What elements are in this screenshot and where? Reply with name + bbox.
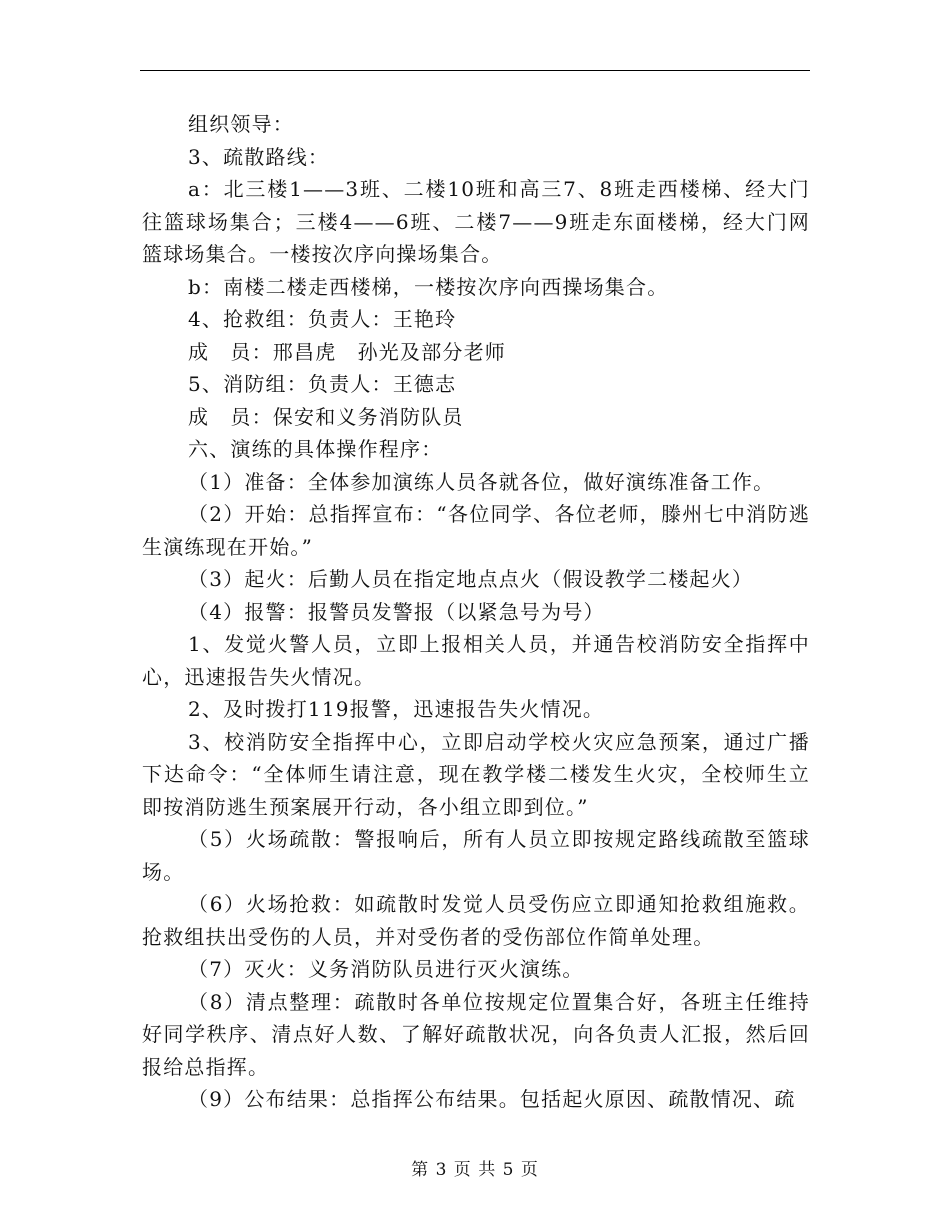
paragraph-fire-members: 成 员：保安和义务消防队员	[188, 404, 464, 429]
paragraph-step-6: （6）火场抢救：如疏散时发觉人员受伤应立即通知抢救组施救。抢救组扶出受伤的人员，并对受伤者的受伤部位作简单处理。	[142, 892, 810, 949]
document-body	[142, 108, 810, 1116]
paragraph-step-5: （5）火场疏散：警报响后，所有人员立即按规定路线疏散至篮球场。	[142, 827, 810, 884]
paragraph-alarm-item-2: 2、及时拨打119报警，迅速报告失火情况。	[188, 697, 605, 721]
section-heading-procedure: 六、演练的具体操作程序：	[188, 437, 443, 461]
paragraph-step-4: （4）报警：报警员发警报（以紧急号为号）	[188, 599, 605, 624]
paragraph-step-9: （9）公布结果：总指挥公布结果。包括起火原因、疏散情况、疏	[188, 1087, 796, 1111]
paragraph-evacuation-route-heading: 3、疏散路线：	[188, 144, 330, 169]
page-number-footer: 第 3 页 共 5 页	[411, 1160, 539, 1180]
paragraph-step-3: （3）起火：后勤人员在指定地点点火（假设教学二楼起火）	[188, 567, 754, 591]
paragraph-alarm-item-1: 1、发觉火警人员，立即上报相关人员，并通告校消防安全指挥中心，迅速报告失火情况。	[142, 632, 810, 689]
paragraph-org-leadership: 组织领导：	[188, 112, 294, 136]
paragraph-step-1: （1）准备：全体参加演练人员各就各位，做好演练准备工作。	[188, 469, 775, 494]
paragraph-rescue-members: 成 员：邢昌虎 孙光及部分老师	[188, 339, 506, 364]
paragraph-alarm-item-3: 3、校消防安全指挥中心，立即启动学校火灾应急预案，通过广播下达命令：“全体师生请注意，现在教学楼二楼发生火灾，全校师生立即按消防逃生预案展开行动，各小组立即到位。”	[142, 729, 810, 819]
paragraph-fire-team: 5、消防组：负责人：王德志	[188, 372, 457, 396]
paragraph-step-8: （8）清点整理：疏散时各单位按规定位置集合好，各班主任维持好同学秩序、清点好人数、了解好疏散状况，向各负责人汇报，然后回报给总指挥。	[142, 989, 810, 1079]
header-rule	[140, 70, 810, 71]
paragraph-route-a: a：北三楼1——3班、二楼10班和高三7、8班走西楼梯、经大门往篮球场集合；三楼4——6班、二楼7——9班走东面楼梯，经大门网篮球场集合。一楼按次序向操场集合。	[142, 177, 810, 266]
paragraph-rescue-team: 4、抢救组：负责人：王艳玲	[188, 307, 457, 331]
paragraph-step-7: （7）灭火：义务消防队员进行灭火演练。	[188, 957, 584, 981]
paragraph-step-2: （2）开始：总指挥宣布：“各位同学、各位老师，滕州七中消防逃生演练现在开始。”	[142, 502, 810, 559]
paragraph-route-b: b：南楼二楼走西楼梯，一楼按次序向西操场集合。	[188, 274, 669, 299]
